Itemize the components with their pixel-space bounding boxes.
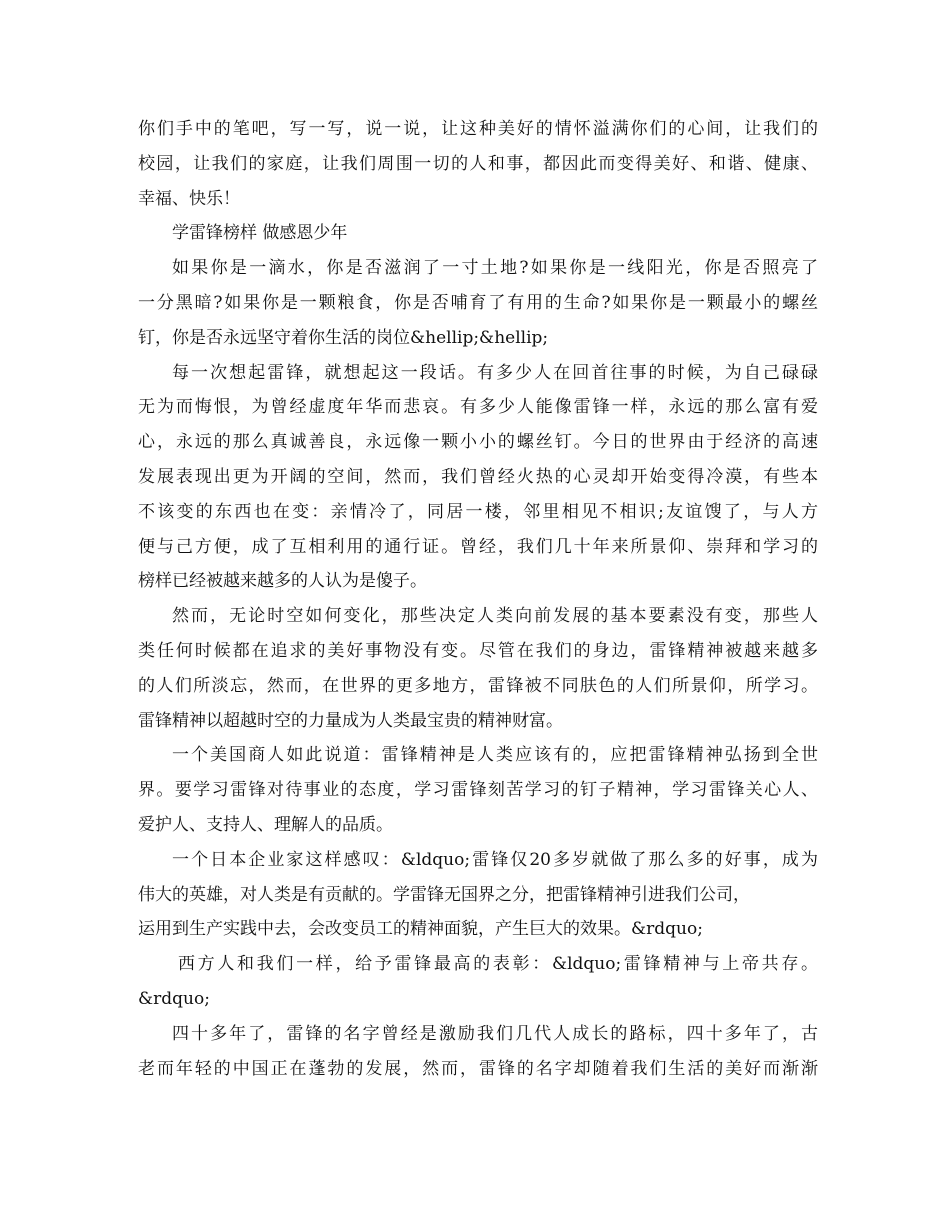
text-line: 运用到生产实践中去，会改变员工的精神面貌，产生巨大的效果。&rdquo;	[138, 919, 703, 940]
text-line: 发展表现出更为开阔的空间，然而，我们曾经火热的心灵却开始变得冷漠，有些本	[138, 466, 818, 487]
text-line: 老而年轻的中国正在蓬勃的发展，然而，雷锋的名字却随着我们生活的美好而渐渐	[138, 1058, 818, 1079]
text-line: 如果你是一滴水，你是否滋润了一寸土地?如果你是一线阳光，你是否照亮了	[172, 258, 818, 279]
text-line: 四十多年了，雷锋的名字曾经是激励我们几代人成长的路标，四十多年了，古	[172, 1023, 818, 1044]
text-line: 心，永远的那么真诚善良，永远像一颗小小的螺丝钉。今日的世界由于经济的高速	[138, 432, 818, 453]
text-line: 然而，无论时空如何变化，那些决定人类向前发展的基本要素没有变，那些人	[172, 606, 818, 627]
text-line: 界。要学习雷锋对待事业的态度，学习雷锋刻苦学习的钉子精神，学习雷锋关心人、	[138, 780, 818, 801]
text-line: 每一次想起雷锋，就想起这一段话。有多少人在回首往事的时候，为自己碌碌	[172, 362, 818, 383]
text-line: 钉，你是否永远坚守着你生活的岗位&hellip;&hellip;	[138, 327, 549, 348]
text-line: 幸福、快乐！	[138, 188, 240, 209]
section-heading: 学雷锋榜样 做感恩少年	[172, 223, 348, 244]
text-line: 西方人和我们一样，给予雷锋最高的表彰：&ldquo;雷锋精神与上帝共存。	[178, 954, 818, 975]
text-line: 你们手中的笔吧，写一写，说一说，让这种美好的情怀溢满你们的心间，让我们的	[138, 119, 818, 139]
text-line: 一个日本企业家这样感叹：&ldquo;雷锋仅20多岁就做了那么多的好事，成为	[172, 849, 818, 870]
text-line: 无为而悔恨，为曾经虚度年华而悲哀。有多少人能像雷锋一样，永远的那么富有爱	[138, 397, 818, 418]
text-line: 校园，让我们的家庭，让我们周围一切的人和事，都因此而变得美好、和谐、健康、	[138, 153, 818, 174]
text-line: 便与己方便，成了互相利用的通行证。曾经，我们几十年来所景仰、崇拜和学习的	[138, 536, 818, 557]
text-line: 不该变的东西也在变：亲情冷了，同居一楼，邻里相见不相识;友谊馊了，与人方	[138, 501, 818, 522]
text-line: 一分黑暗?如果你是一颗粮食，你是否哺育了有用的生命?如果你是一颗最小的螺丝	[138, 292, 818, 313]
text-line: 爱护人、支持人、理解人的品质。	[138, 814, 393, 835]
text-line: 伟大的英雄，对人类是有贡献的。学雷锋无国界之分，把雷锋精神引进我们公司，	[138, 884, 750, 905]
text-line: 榜样已经被越来越多的人认为是傻子。	[138, 571, 427, 592]
text-line: &rdquo;	[138, 988, 210, 1009]
text-line: 一个美国商人如此说道：雷锋精神是人类应该有的，应把雷锋精神弘扬到全世	[172, 745, 818, 766]
text-line: 的人们所淡忘，然而，在世界的更多地方，雷锋被不同肤色的人们所景仰，所学习。	[138, 675, 818, 696]
article-body	[138, 112, 818, 1086]
text-line: 雷锋精神以超越时空的力量成为人类最宝贵的精神财富。	[138, 710, 563, 731]
text-line: 类任何时候都在追求的美好事物没有变。尽管在我们的身边，雷锋精神被越来越多	[138, 640, 818, 661]
